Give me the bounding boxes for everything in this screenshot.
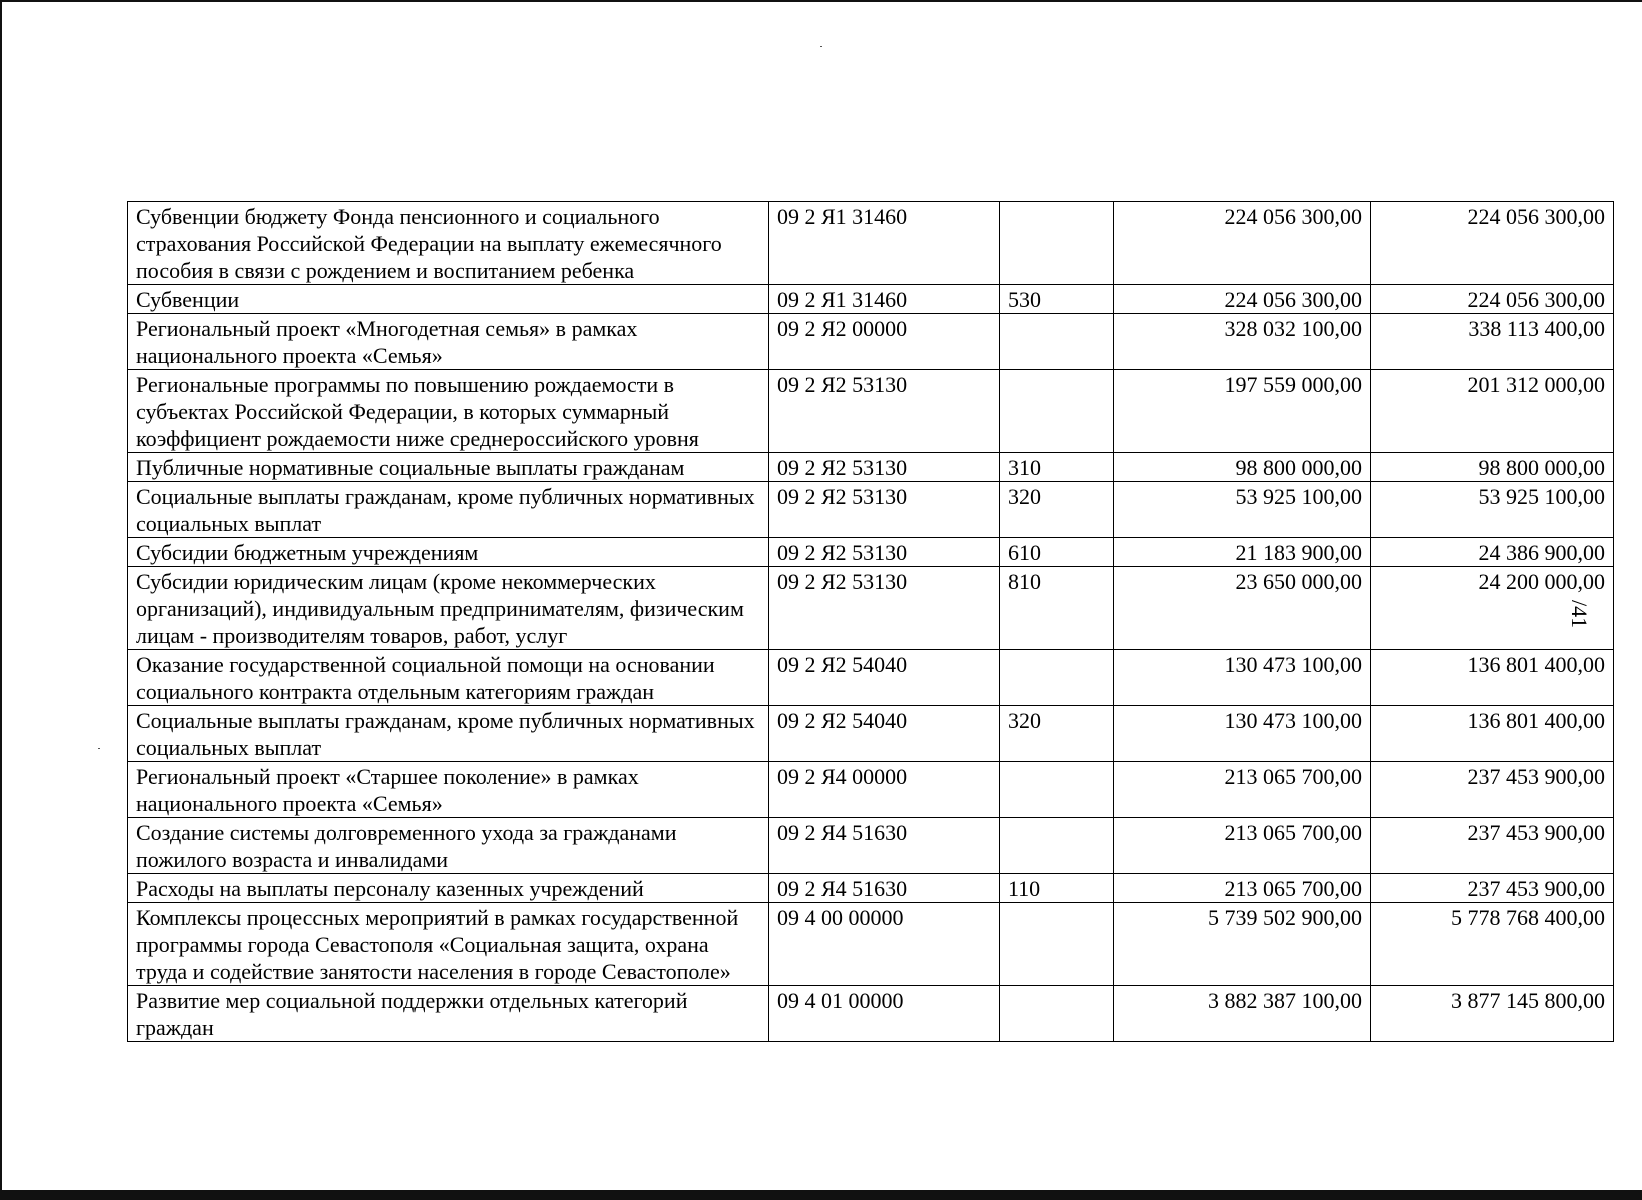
row-code-cell: 09 2 Я2 53130 [769, 538, 1000, 567]
row-name-cell: Комплексы процессных мероприятий в рамках государственной программы города Севастополя «Социальная защита, охрана труда и содействие занятости населения в городе Севастополе» [128, 903, 769, 986]
row-code-cell: 09 2 Я2 53130 [769, 453, 1000, 482]
table-row [128, 762, 1614, 818]
row-amount-1-cell: 23 650 000,00 [1114, 567, 1371, 650]
row-amount-1-cell: 328 032 100,00 [1114, 314, 1371, 370]
row-vr-cell [1000, 762, 1114, 818]
table-row [128, 706, 1614, 762]
row-vr-cell: 530 [1000, 285, 1114, 314]
row-code-cell: 09 2 Я1 31460 [769, 202, 1000, 285]
row-amount-1-cell: 213 065 700,00 [1114, 818, 1371, 874]
row-amount-2-cell: 237 453 900,00 [1371, 818, 1614, 874]
table-row [128, 903, 1614, 986]
row-amount-2-cell: 224 056 300,00 [1371, 202, 1614, 285]
table-row [128, 538, 1614, 567]
table-row [128, 986, 1614, 1042]
row-amount-1-cell: 21 183 900,00 [1114, 538, 1371, 567]
row-amount-1-cell: 130 473 100,00 [1114, 706, 1371, 762]
row-vr-cell: 320 [1000, 482, 1114, 538]
page-number: /41 [1567, 600, 1592, 629]
row-code-cell: 09 2 Я2 54040 [769, 706, 1000, 762]
row-vr-cell: 310 [1000, 453, 1114, 482]
row-name-cell: Публичные нормативные социальные выплаты гражданам [128, 453, 769, 482]
row-amount-2-cell: 5 778 768 400,00 [1371, 903, 1614, 986]
row-vr-cell: 320 [1000, 706, 1114, 762]
row-code-cell: 09 2 Я2 53130 [769, 370, 1000, 453]
row-code-cell: 09 2 Я4 00000 [769, 762, 1000, 818]
scan-border-left [0, 0, 2, 1200]
row-amount-1-cell: 213 065 700,00 [1114, 762, 1371, 818]
table-row [128, 650, 1614, 706]
row-amount-2-cell: 237 453 900,00 [1371, 762, 1614, 818]
row-code-cell: 09 4 01 00000 [769, 986, 1000, 1042]
row-amount-2-cell: 237 453 900,00 [1371, 874, 1614, 903]
row-amount-2-cell: 98 800 000,00 [1371, 453, 1614, 482]
table-row [128, 482, 1614, 538]
scan-border-bottom [0, 1190, 1642, 1200]
row-amount-2-cell: 338 113 400,00 [1371, 314, 1614, 370]
scan-border-top [0, 0, 1642, 2]
row-code-cell: 09 2 Я1 31460 [769, 285, 1000, 314]
row-code-cell: 09 2 Я2 53130 [769, 482, 1000, 538]
table-row [128, 202, 1614, 285]
row-name-cell: Субсидии юридическим лицам (кроме некоммерческих организаций), индивидуальным предпринимателям, физическим лицам - производителям товаров, работ, услуг [128, 567, 769, 650]
row-amount-1-cell: 3 882 387 100,00 [1114, 986, 1371, 1042]
row-vr-cell [1000, 903, 1114, 986]
row-name-cell: Расходы на выплаты персоналу казенных учреждений [128, 874, 769, 903]
budget-table [127, 201, 1614, 1042]
row-name-cell: Социальные выплаты гражданам, кроме публичных нормативных социальных выплат [128, 482, 769, 538]
row-amount-1-cell: 224 056 300,00 [1114, 285, 1371, 314]
row-amount-2-cell: 53 925 100,00 [1371, 482, 1614, 538]
row-amount-1-cell: 5 739 502 900,00 [1114, 903, 1371, 986]
row-amount-2-cell: 201 312 000,00 [1371, 370, 1614, 453]
row-code-cell: 09 2 Я2 54040 [769, 650, 1000, 706]
row-name-cell: Развитие мер социальной поддержки отдельных категорий граждан [128, 986, 769, 1042]
row-code-cell: 09 2 Я2 53130 [769, 567, 1000, 650]
row-code-cell: 09 2 Я4 51630 [769, 818, 1000, 874]
row-amount-1-cell: 213 065 700,00 [1114, 874, 1371, 903]
row-name-cell: Социальные выплаты гражданам, кроме публичных нормативных социальных выплат [128, 706, 769, 762]
row-name-cell: Региональный проект «Многодетная семья» в рамках национального проекта «Семья» [128, 314, 769, 370]
row-amount-2-cell: 3 877 145 800,00 [1371, 986, 1614, 1042]
row-name-cell: Субсидии бюджетным учреждениям [128, 538, 769, 567]
row-code-cell: 09 4 00 00000 [769, 903, 1000, 986]
scan-speck [98, 748, 100, 749]
row-name-cell: Субвенции бюджету Фонда пенсионного и социального страхования Российской Федерации на выплату ежемесячного пособия в связи с рождением и воспитанием ребенка [128, 202, 769, 285]
row-name-cell: Региональные программы по повышению рождаемости в субъектах Российской Федерации, в которых суммарный коэффициент рождаемости ниже среднероссийского уровня [128, 370, 769, 453]
row-name-cell: Создание системы долговременного ухода за гражданами пожилого возраста и инвалидами [128, 818, 769, 874]
row-amount-1-cell: 197 559 000,00 [1114, 370, 1371, 453]
table-row [128, 567, 1614, 650]
row-amount-1-cell: 130 473 100,00 [1114, 650, 1371, 706]
row-vr-cell: 810 [1000, 567, 1114, 650]
row-name-cell: Оказание государственной социальной помощи на основании социального контракта отдельным категориям граждан [128, 650, 769, 706]
row-vr-cell [1000, 370, 1114, 453]
row-amount-2-cell: 136 801 400,00 [1371, 706, 1614, 762]
row-amount-2-cell: 24 200 000,00 [1371, 567, 1614, 650]
row-amount-2-cell: 136 801 400,00 [1371, 650, 1614, 706]
table-row [128, 818, 1614, 874]
table-row [128, 370, 1614, 453]
row-amount-1-cell: 53 925 100,00 [1114, 482, 1371, 538]
table-row [128, 453, 1614, 482]
row-amount-1-cell: 224 056 300,00 [1114, 202, 1371, 285]
row-vr-cell: 110 [1000, 874, 1114, 903]
row-amount-2-cell: 24 386 900,00 [1371, 538, 1614, 567]
row-amount-1-cell: 98 800 000,00 [1114, 453, 1371, 482]
row-vr-cell [1000, 202, 1114, 285]
table-row [128, 285, 1614, 314]
row-name-cell: Региональный проект «Старшее поколение» в рамках национального проекта «Семья» [128, 762, 769, 818]
row-code-cell: 09 2 Я4 51630 [769, 874, 1000, 903]
row-name-cell: Субвенции [128, 285, 769, 314]
row-vr-cell [1000, 314, 1114, 370]
scan-speck [820, 46, 822, 47]
row-vr-cell [1000, 986, 1114, 1042]
table-row [128, 874, 1614, 903]
row-amount-2-cell: 224 056 300,00 [1371, 285, 1614, 314]
row-vr-cell: 610 [1000, 538, 1114, 567]
row-code-cell: 09 2 Я2 00000 [769, 314, 1000, 370]
row-vr-cell [1000, 650, 1114, 706]
row-vr-cell [1000, 818, 1114, 874]
table-row [128, 314, 1614, 370]
